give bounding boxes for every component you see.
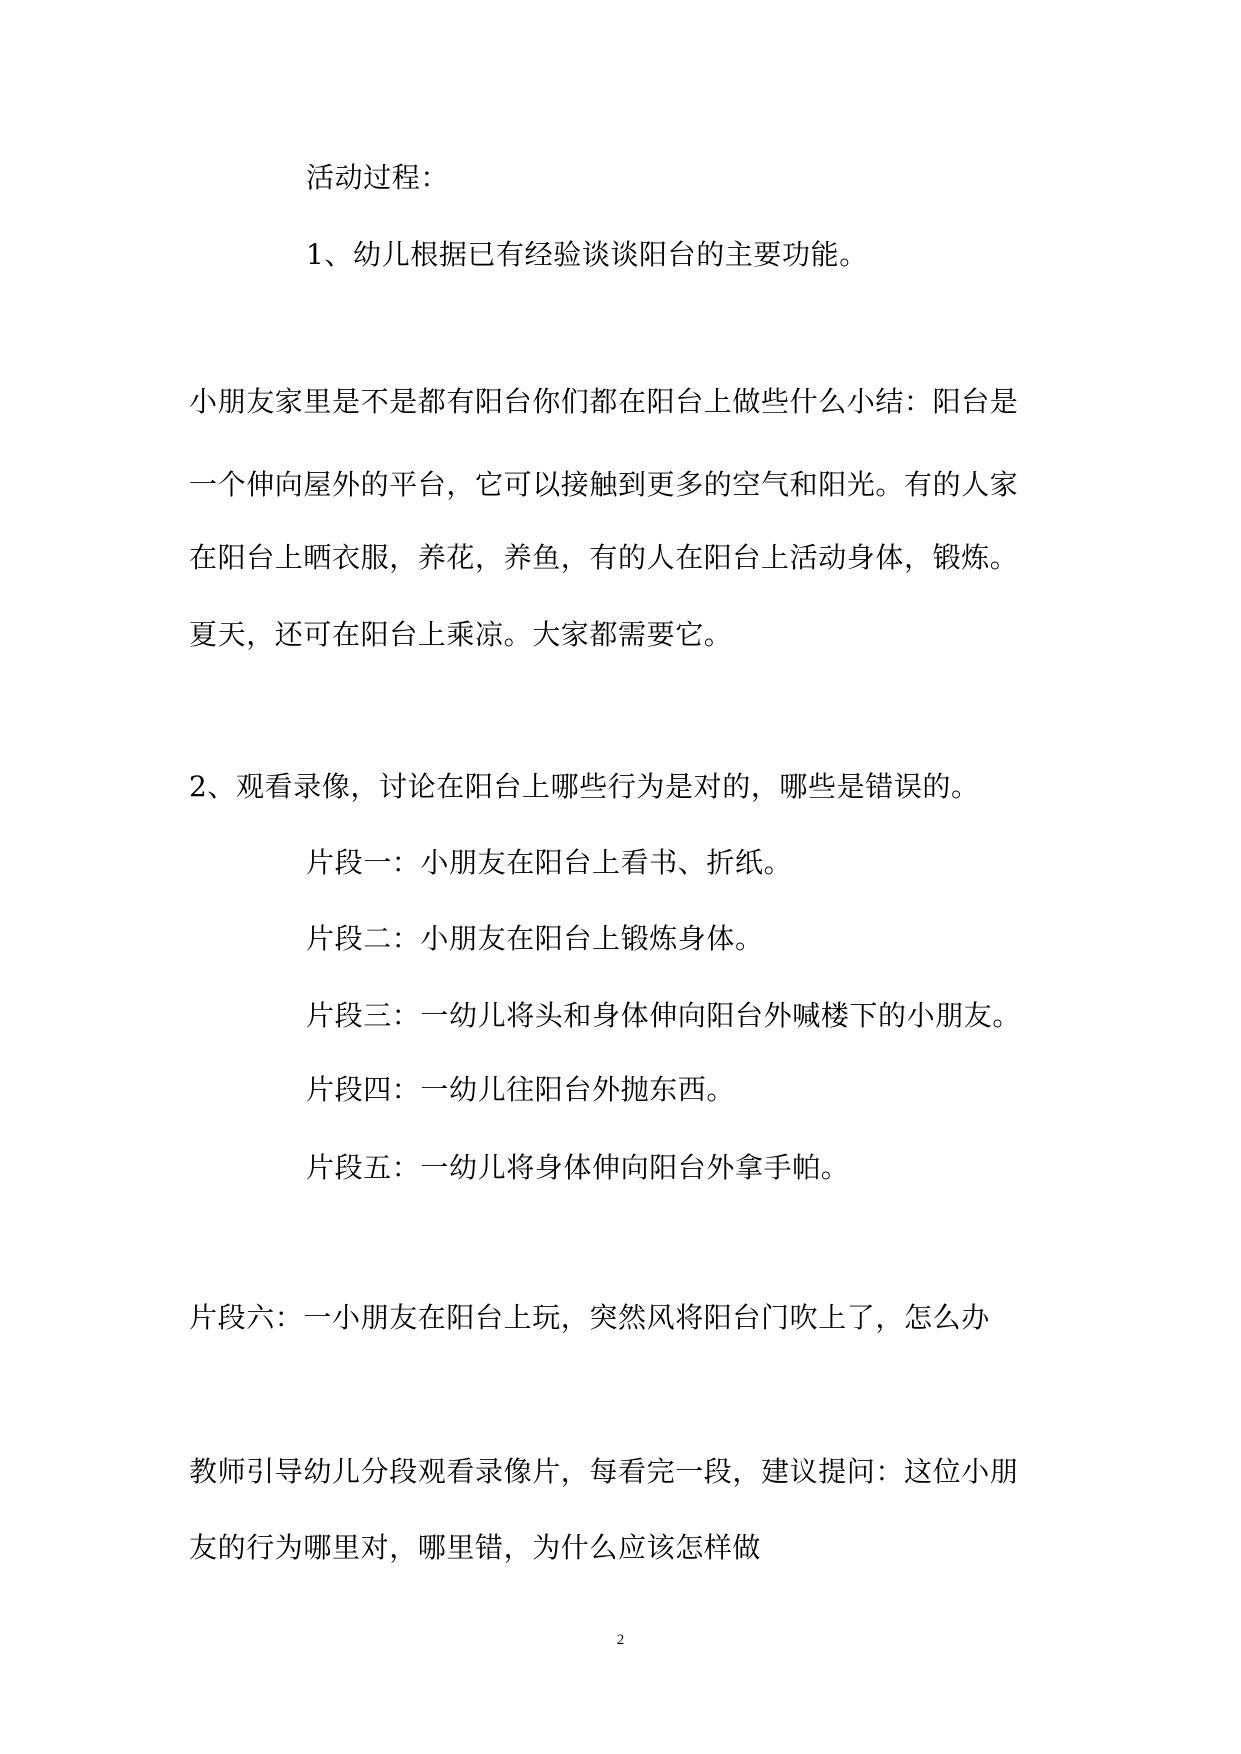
section-heading: 活动过程： bbox=[306, 161, 450, 194]
segment-6: 片段六：一小朋友在阳台上玩，突然风将阳台门吹上了，怎么办 bbox=[189, 1301, 990, 1334]
segment-4: 片段四：一幼儿往阳台外抛东西。 bbox=[306, 1073, 736, 1106]
step-1-paragraph-line-1: 小朋友家里是不是都有阳台你们都在阳台上做些什么小结：阳台是 bbox=[189, 385, 1019, 418]
step-1-paragraph-line-4: 夏天，还可在阳台上乘凉。大家都需要它。 bbox=[189, 618, 733, 651]
step-1-paragraph-line-2: 一个伸向屋外的平台，它可以接触到更多的空气和阳光。有的人家 bbox=[189, 468, 1019, 501]
segment-1: 片段一：小朋友在阳台上看书、折纸。 bbox=[306, 846, 793, 879]
segment-5: 片段五：一幼儿将身体伸向阳台外拿手帕。 bbox=[306, 1151, 850, 1184]
segment-3: 片段三：一幼儿将头和身体伸向阳台外喊楼下的小朋友。 bbox=[306, 999, 1022, 1032]
segment-2: 片段二：小朋友在阳台上锻炼身体。 bbox=[306, 922, 764, 955]
guidance-line-2: 友的行为哪里对，哪里错，为什么应该怎样做 bbox=[189, 1531, 762, 1564]
guidance-line-1: 教师引导幼儿分段观看录像片，每看完一段，建议提问：这位小朋 bbox=[189, 1455, 1019, 1488]
step-2-title: 2、观看录像，讨论在阳台上哪些行为是对的，哪些是错误的。 bbox=[189, 770, 980, 803]
page-number: 2 bbox=[616, 1632, 625, 1648]
step-1-paragraph-line-3: 在阳台上晒衣服，养花，养鱼，有的人在阳台上活动身体，锻炼。 bbox=[189, 541, 1019, 574]
step-1-title: 1、幼儿根据已有经验谈谈阳台的主要功能。 bbox=[306, 238, 868, 271]
